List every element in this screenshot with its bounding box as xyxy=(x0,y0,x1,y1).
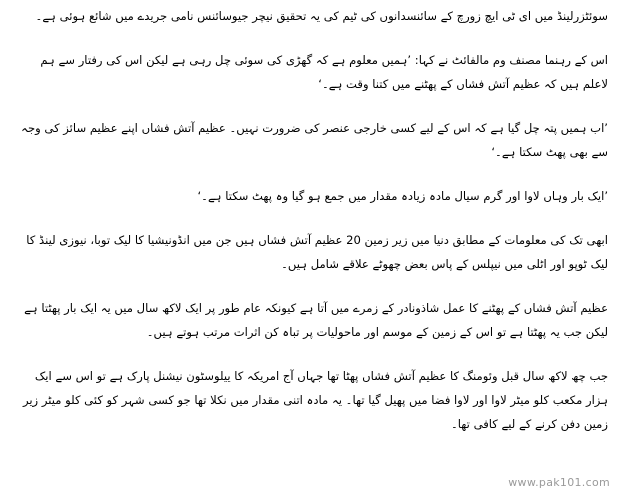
paragraph-eruption-frequency: عظیم آتش فشاں کے پھٹنے کا عمل شاذونادر کے زمرے میں آتا ہے کیونکہ عام طور پر ایک لاکھ سال میں یہ ایک بار پھٹتا ہے لیکن جب یہ پھٹتا ہے تو اس کے زمین کے موسم اور ماحولیات پر تباہ کن اثرات مرتب ہوتے ہیں۔ xyxy=(24,301,608,339)
paragraph-yellowstone-eruption: جب چھ لاکھ سال قبل وئومنگ کا عظیم آتش فشاں پھٹا تھا جہاں آج امریکہ کا ییلوسٹون نیشنل پارک ہے تو اس سے ایک ہزار مکعب کلو میٹر لاوا اور لاوا فضا میں پھیل گیا تھا۔ یہ مادہ اتنی مقدار میں نکلا تھا جو کسی شہر کو کئی کلو میٹر زیر زمین دفن کرنے کے لیے کافی تھا۔ xyxy=(22,369,608,431)
paragraph-lead-author-quote: اس کے رہنما مصنف وم مالفائٹ نے کہا: ’ہمیں معلوم ہے کہ گھڑی کی سوئی چل رہی ہے لیکن اس کی رفتار سے ہم لاعلم ہیں کہ عظیم آتش فشاں کے پھٹنے میں کتنا وقت ہے۔‘ xyxy=(40,53,608,91)
paragraph-supervolcano-count: ابھی تک کی معلومات کے مطابق دنیا میں زیر زمین 20 عظیم آتش فشاں ہیں جن میں انڈونیشیا کا لیک توبا، نیوزی لینڈ کا لیک ٹوپو اور اٹلی میں نیپلس کے پاس بعض چھوٹے علاقے شامل ہیں۔ xyxy=(26,233,608,271)
paragraph-study-published: سوئٹزرلینڈ میں ای ٹی ایچ زورچ کے سائنسدانوں کی ٹیم کی یہ تحقیق نیچر جیوسائنس نامی جریدے میں شائع ہوئی ہے۔ xyxy=(35,9,608,23)
site-watermark: www.pak101.com xyxy=(508,476,610,489)
article-body xyxy=(14,4,608,456)
paragraph-lava-accumulation: ’ایک بار وہاں لاوا اور گرم سیال مادہ زیادہ مقدار میں جمع ہو گیا وہ پھٹ سکتا ہے۔‘ xyxy=(197,189,608,203)
paragraph-no-external-factor: ’اب ہمیں پتہ چل گیا ہے کہ اس کے لیے کسی خارجی عنصر کی ضرورت نہیں۔ عظیم آتش فشاں اپنے عظیم سائز کی وجہ سے بھی پھٹ سکتا ہے۔‘ xyxy=(21,121,608,159)
